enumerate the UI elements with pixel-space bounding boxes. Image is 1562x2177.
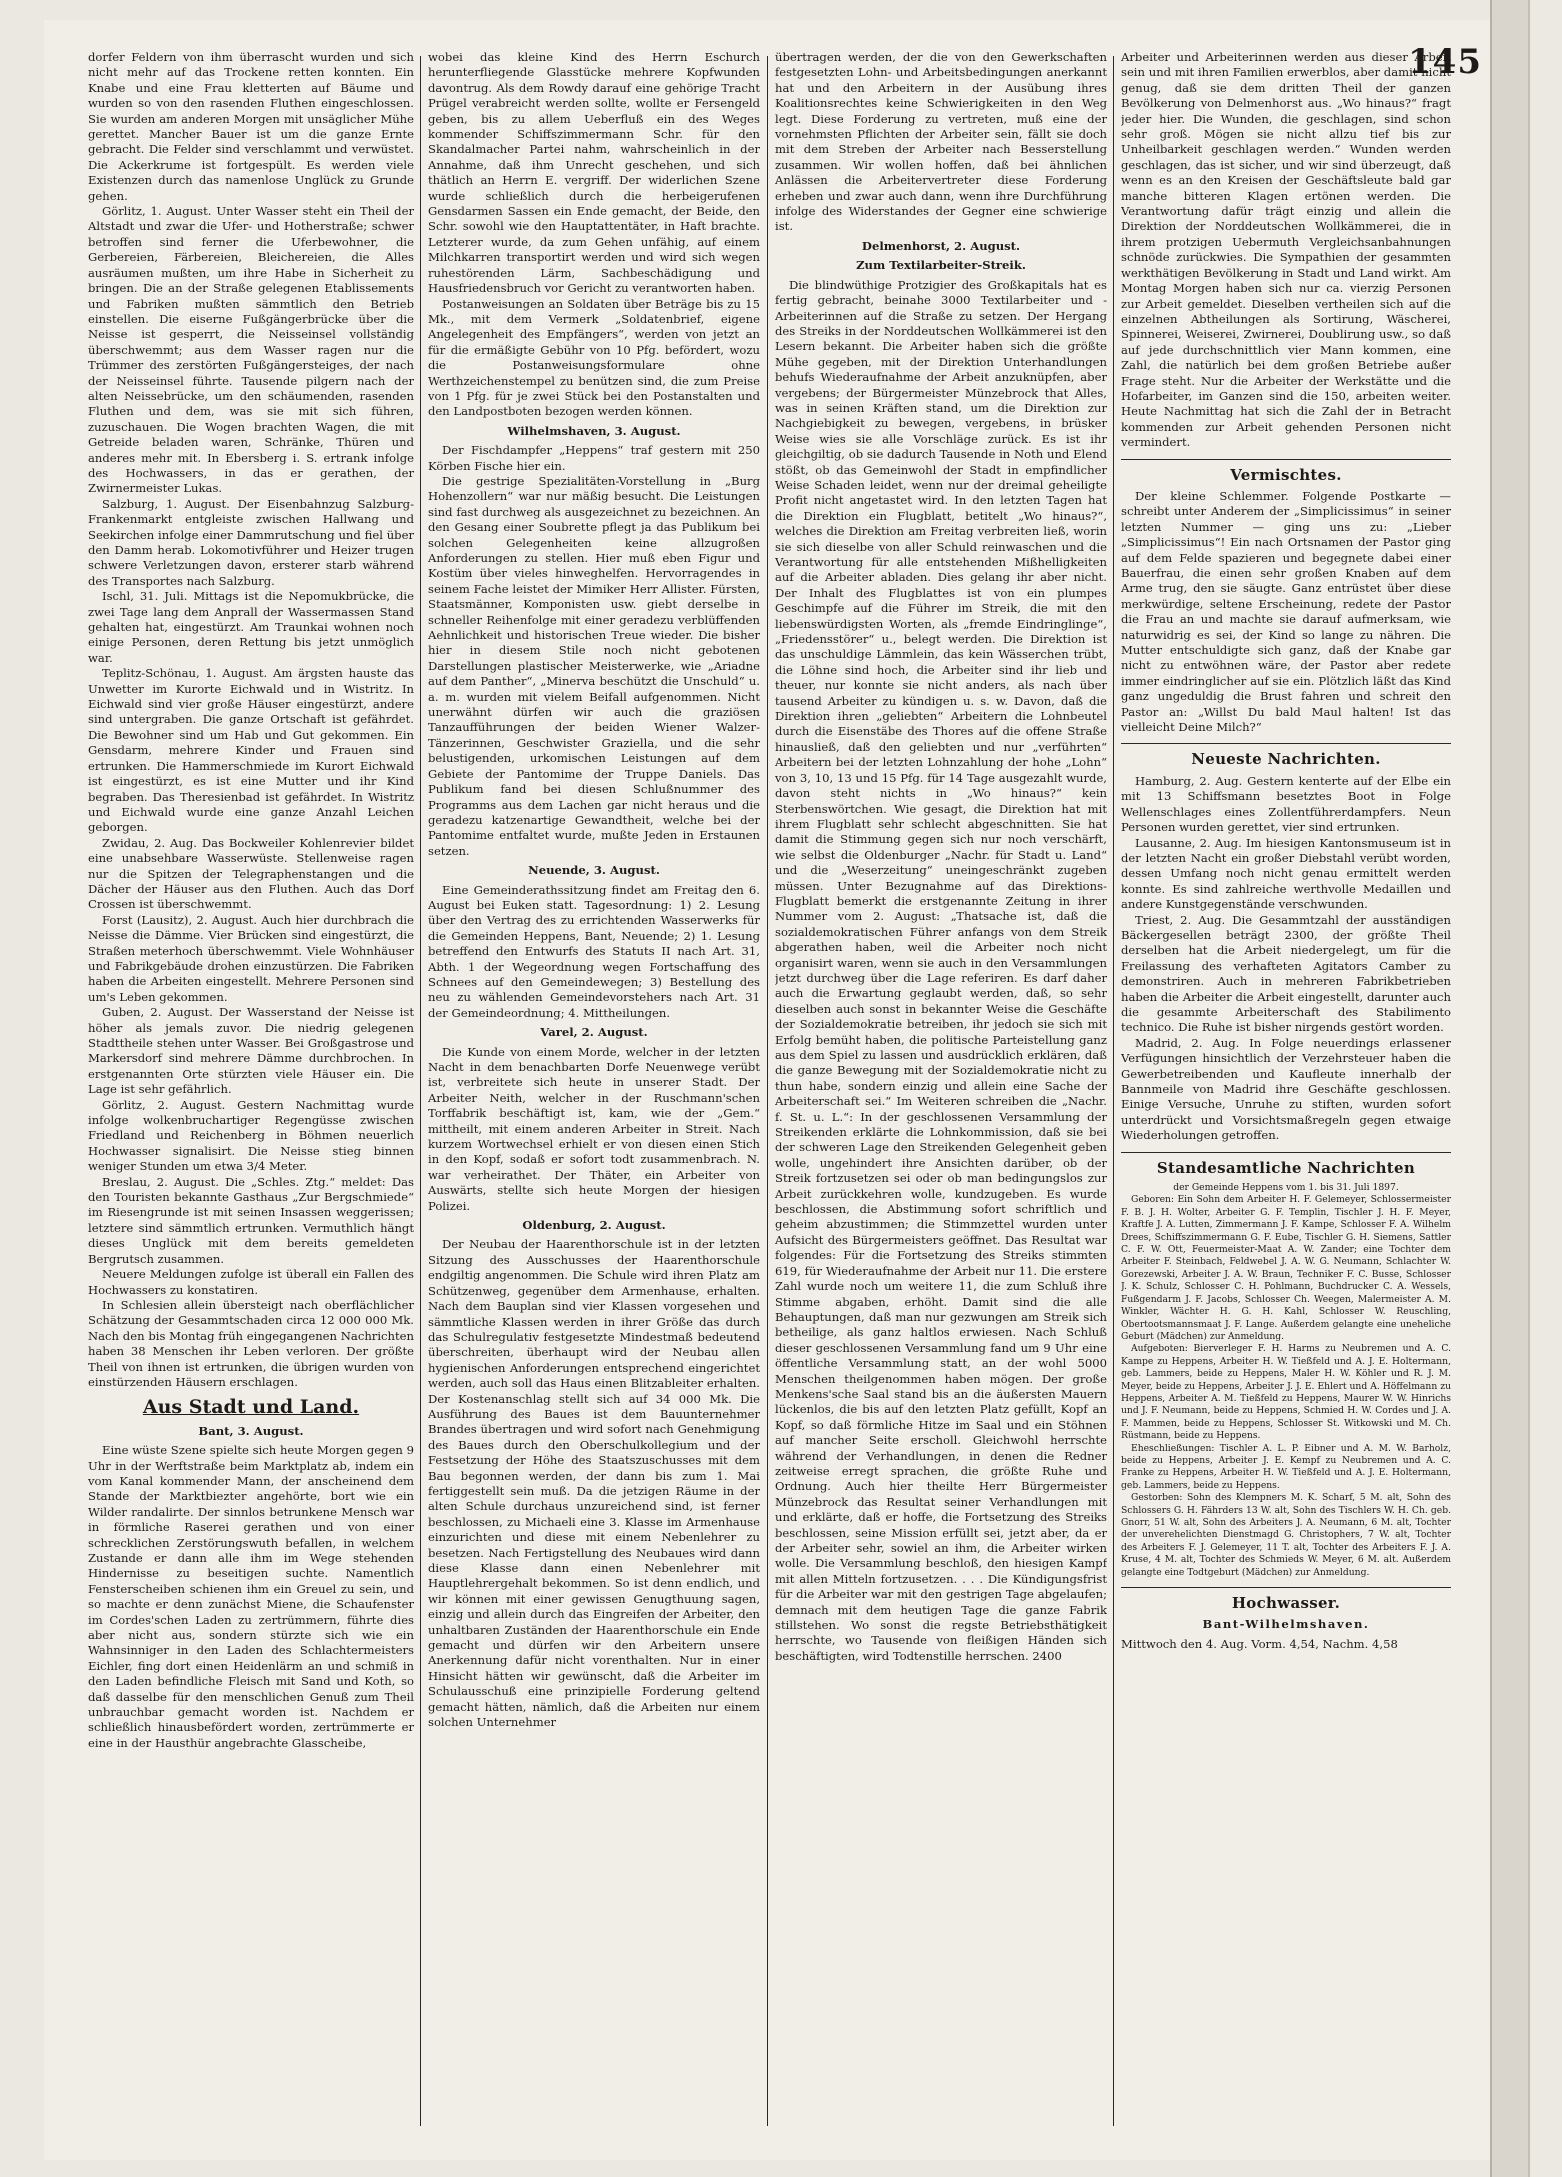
article-text: Neuere Meldungen zufolge ist überall ein Fallen des Hochwassers zu konstatiren.: [88, 1267, 414, 1297]
dateline: Neuende, 3. August.: [528, 863, 660, 878]
article-text: Postanweisungen an Soldaten über Beträge bis zu 15 Mk., mit dem Vermerk „Soldatenbrief, eigene Angelegenheit des Empfängers“, werden von jetzt an für die ermäßigte Gebühr von 10 Pfg. befördert, wozu die Postanweisungsformulare ohne Werthzeichenstempel zu benützen sind, die zum Preise von 1 Pfg. für je zwei Stück bei den Postanstalten und den Landpostboten bezogen werden können.: [428, 296, 760, 419]
tide-location: Bant-Wilhelmshaven.: [1202, 1617, 1370, 1632]
article-text: Teplitz-Schönau, 1. August. Am ärgsten hauste das Unwetter im Kurorte Eichwald und in Wistritz. In Eichwald sind vier große Häuser eingestürzt, andere sind untergraben. Die ganze Ortschaft ist gefährdet. Die Bewohner sind um Hab und Gut gekommen. Ein Gensdarm, mehrere Kinder und Frauen sind ertrunken. Die Hammerschmiede im Kurort Eichwald ist eingestürzt, es ist eine Mutter und ihr Kind begraben. Das Theresienbad ist gefährdet. In Wistritz und Eichwald wurde eine ganze Anzahl Leichen geborgen.: [88, 666, 414, 835]
divider: [1121, 1152, 1451, 1153]
article-text: Madrid, 2. Aug. In Folge neuerdings erlassener Verfügungen hinsichtlich der Verzehrsteuer haben die Gewerbetreibenden und Kaufleute innerhalb der Bannmeile von Madrid ihre Geschäfte geschlossen. Einige Versuche, Unruhe zu stiften, wurden sofort unterdrückt und Vorsichtsmaßregeln gegen etwaige Wiederholungen getroffen.: [1121, 1035, 1451, 1143]
article-text: Arbeiter und Arbeiterinnen werden aus dieser Arbeit sein und mit ihren Familien erwerblos, aber damit nicht genug, daß sie dem dritten Theil der ganzen Bevölkerung von Delmenhorst aus. „Wo hinaus?“ fragt jeder hier. Die Wunden, die geschlagen, sind schon sehr groß. Mögen sie nicht allzu tief bis zur Unheilbarkeit geschlagen werden.“ Wunden werden geschlagen, das ist sicher, und wir sind überzeugt, daß wenn es an den Kreisen der Geschäftsleute bald gar manche bitteren Klagen ertönen werden. Die Verantwortung dafür trägt einzig und allein die Direktion der Norddeutschen Wollkämmerei, die in ihrem protzigen Uebermuth Vergleichsanbahnungen schnöde zurückwies. Die Sympathien der gesammten werkthätigen Bevölkerung in Stadt und Land wirkt. Am Montag Morgen haben sich nur ca. vierzig Personen zur Arbeit gemeldet. Dieselben vertheilen sich auf die einzelnen Abtheilungen als Sortirung, Wäscherei, Spinnerei, Weiserei, Zwirnerei, Doublirung usw., so daß auf jede durchschnittlich vier Mann kommen, eine Zahl, die natürlich bei dem großen Betriebe außer Frage steht. Nur die Arbeiter der Werkstätte und die Hofarbeiter, im Ganzen sind die 150, arbeiten weiter. Heute Nachmittag hat sich die Zahl der in Betracht kommenden zur Arbeit gehenden Personen nicht vermindert.: [1121, 50, 1451, 450]
article-text: Guben, 2. August. Der Wasserstand der Neisse ist höher als jemals zuvor. Die niedrig gelegenen Stadttheile stehen unter Wasser. Bei Großgastrose und Markersdorf sind mehrere Dämme durchbrochen. In erstgenannten Orte stürzten viele Häuser ein. Die Lage ist sehr gefährlich.: [88, 1005, 414, 1097]
article-text: Lausanne, 2. Aug. Im hiesigen Kantonsmuseum ist in der letzten Nacht ein großer Diebstahl verübt worden, dessen Umfang noch nicht genau ermittelt werden konnte. Es sind zahlreiche werthvolle Medaillen und andere Kunstgegenstände verschwunden.: [1121, 835, 1451, 912]
dateline: Delmenhorst, 2. August.: [861, 238, 1021, 253]
column-4: [1121, 50, 1451, 2130]
divider: [1121, 1587, 1451, 1588]
divider: [1121, 743, 1451, 744]
section-heading: Vermischtes.: [1230, 465, 1342, 484]
page-number: 145: [1408, 42, 1482, 82]
dateline: Oldenburg, 2. August.: [522, 1218, 666, 1233]
article-text: Hamburg, 2. Aug. Gestern kenterte auf der Elbe ein mit 13 Schiffsmann besetztes Boot in Folge Wellenschlages eines Zollentführerdampfers. Neun Personen wurden gerettet, vier sind ertrunken.: [1121, 773, 1451, 835]
article-text: Die gestrige Spezialitäten-Vorstellung in „Burg Hohenzollern“ war nur mäßig besucht. Die Leistungen sind fast durchweg als ausgezeichnet zu bezeichnen. An den Gesang einer Soubrette pflegt ja das Publikum bei solchen Gelegenheiten keine allzugroßen Anforderungen zu stellen. Hier muß eben Figur und Kostüm über vieles hinweghelfen. Hervorragendes in seinem Fache leistet der Mimiker Herr Allister. Fürsten, Staatsmänner, Komponisten usw. giebt derselbe in schneller Reihenfolge mit einer geradezu verblüffenden Aehnlichkeit und historischen Treue wieder. Die bisher hier in diesem Stile noch nicht gebotenen Darstellungen plastischer Meisterwerke, wie „Ariadne auf dem Panther“, „Minerva beschützt die Unschuld“ u. a. m. wurden mit vielem Beifall aufgenommen. Nicht unerwähnt dürfen wir auch die graziösen Tanzaufführungen der beiden Wiener Walzer-Tänzerinnen, Geschwister Graziella, und die sehr belustigenden, urkomischen Leistungen auf dem Gebiete der Pantomime der Truppe Daniels. Das Publikum fand bei diesen Schlußnummer des Programms aus dem Lachen gar nicht heraus und die geradezu katzenartige Gewandtheit, welche bei der Pantomime entfaltet wurde, mußte Jeden in Erstaunen setzen.: [428, 473, 760, 858]
article-headline: Zum Textilarbeiter-Streik.: [856, 258, 1026, 273]
article-text: Zwidau, 2. Aug. Das Bockweiler Kohlenrevier bildet eine unabsehbare Wasserwüste. Stellenweise ragen nur die Spitzen der Telegraphenstangen und die Dächer der Häuser aus den Fluthen. Auch das Dorf Crossen ist überschwemmt.: [88, 835, 414, 912]
article-text: dorfer Feldern von ihm überrascht wurden und sich nicht mehr auf das Trockene retten konnten. Ein Knabe und eine Frau kletterten auf Bäume und wurden so von den rasenden Fluthen eingeschlossen. Sie wurden am anderen Morgen mit unsäglicher Mühe gerettet. Mancher Bauer ist um die ganze Ernte gebracht. Die Felder sind verschlammt und verwüstet. Die Ackerkrume ist fortgespült. Es werden viele Existenzen durch das namenlose Unglück zu Grunde gehen.: [88, 50, 414, 203]
column-rule: [1113, 56, 1114, 2126]
article-text: Die blindwüthige Protzigier des Großkapitals hat es fertig gebracht, beinahe 3000 Textilarbeiter und -Arbeiterinnen auf die Straße zu setzen. Der Hergang des Streiks in der Norddeutschen Wollkämmerei ist den Lesern bekannt. Die Arbeiter haben sich die größte Mühe gegeben, mit der Direktion Unterhandlungen behufs Wiederaufnahme der Arbeit anzuknüpfen, aber vergebens; der Bürgermeister Münzebrock that Alles, was in seinen Kräften stand, um die Direktion zur Nachgiebigkeit zu bewegen, vergebens, in brüsker Weise wies sie alle Vorschläge zurück. Es ist ihr gleichgiltig, ob sie dadurch Tausende in Noth und Elend stößt, ob das Gemeinwohl der Stadt in empfindlicher Weise Schaden leidet, wenn nur der dreimal geheiligte Profit nicht angetastet wird. In den letzten Tagen hat die Direktion ein Flugblatt, betitelt „Wo hinaus?“, welches die Direktion am Freitag verbreiten ließ, worin sie sich dieselbe von aller Schuld reinwaschen und die Verantwortung für alle entstehenden Mißhelligkeiten auf die Arbeiter abladen. Dies gelang ihr aber nicht. Der Inhalt des Flugblattes ist von ein plumpes Geschimpfe auf die Führer im Streik, die mit den liebenswürdigsten Worten, als „fremde Eindringlinge“, „Friedensstörer“ u., belegt werden. Die Direktion ist das unschuldige Lämmlein, das kein Wässerchen trübt, die Löhne sind hoch, die Arbeiter sind ihr lieb und theuer, nur konnte sie nicht anders, als nach über tausend Arbeiter zu kündigen u. s. w. Davon, daß die Direktion ihren „geliebten“ Arbeitern die Lohnbeutel durch die Eisenstäbe des Thores auf die offene Straße hinausließ, daß den geliebten und nur „verführten“ Arbeitern bei der letzten Lohnzahlung der hohe „Lohn“ von 3, 10, 13 und 15 Pfg. für 14 Tage ausgezahlt wurde, davon steht nichts in „Wo hinaus?“ kein Sterbenswörtchen. Wie gesagt, die Direktion hat mit ihrem Flugblatt sehr schlecht abgeschnitten. Sie hat damit die Stimmung gegen sich nur noch verschärft, wie selbst die Oldenburger „Nachr. für Stadt u. Land“ und die „Weserzeitung“ uneingeschränkt zugeben müssen. Unter Bezugnahme auf das Direktions-Flugblatt bemerkt die erstgenannte Zeitung in ihrer Nummer vom 2. August: „Thatsache ist, daß die sozialdemokratischen Führer anfangs von dem Streik abgerathen haben, weil die Arbeiter noch nicht organisirt waren, wenn sie auch in den Versammlungen jetzt durchweg über die Lage referiren. Es darf daher auch die Erwartung geglaubt werden, daß, so sehr dieselben auch sonst in bekannter Weise die Geschäfte der Sozialdemokratie betreiben, ihr jedoch sie sich mit Erfolg bemüht haben, die politische Parteistellung ganz aus dem Spiel zu lassen und ausdrücklich erklären, daß die ganze Bewegung mit der Sozialdemokratie nicht zu thun habe, sondern einzig und allein eine Sache der Arbeiterschaft sei.“ Im Weiteren schreiben die „Nachr. f. St. u. L.“: In der geschlossenen Versammlung der Streikenden erklärte die Lohnkommission, daß sie bei der schweren Lage den Streikenden Gelegenheit geben wolle, ungehindert ihre Ansichten darüber, ob der Streik fortzusetzen sei oder ob man bedingungslos zur Arbeit zurückkehren wolle, kundzugeben. Es wurde beschlossen, die Abstimmung sofort schriftlich und geheim abzustimmen; die Stimmzettel wurden unter Aufsicht des Bürgermeisters geöffnet. Das Resultat war folgendes: Für die Fortsetzung des Streiks stimmten 619, für Wiederaufnahme der Arbeit nur 11. Die erstere Zahl wurde noch um weitere 11, die zum Schluß ihre Stimme abgaben, erhöht. Damit sind die alle Behauptungen, daß man nur gezwungen am Streik sich betheilige, als ganz haltlos erwiesen. Nach Schluß dieser geschlossenen Versammlung fand um 9 Uhr eine öffentliche Versammlung statt, an der wohl 5000 Menschen theilgenommen haben mögen. Der große Menkens'sche Saal stand bis an die äußersten Mauern lückenlos, die bis auf den letzten Platz gefüllt, Kopf an Kopf, so daß förmliche Hitze im Saal und ein Stöhnen auf mancher Seite erscholl. Gleichwohl herrschte während der Verhandlungen, in denen die Redner zeitweise erregt sprachen, die größte Ruhe und Ordnung. Auch hier theilte Herr Bürgermeister Münzebrock das Resultat seiner Verhandlungen mit und erklärte, daß er hoffe, die Fortsetzung des Streiks beschlossen, seine Mission erfüllt sei, jetzt aber, da er der Arbeiter sehr, sowiel an ihm, die Arbeiter wirken wolle. Die Versammlung beschloß, den hiesigen Kampf mit allen Mitteln fortzusetzen. . . . Die Kündigungsfrist für die Arbeiter war mit den gestrigen Tage abgelaufen; demnach mit dem heutigen Tage die ganze Fabrik stillstehen. Wo sonst die regste Betriebsthätigkeit herrschte, wo Tausende von fleißigen Händen sich beschäftigten, wird Todtenstille herrschen. 2400: [775, 277, 1107, 1663]
article-text: Die Kunde von einem Morde, welcher in der letzten Nacht in dem benachbarten Dorfe Neuenwege verübt ist, verbreitete sich heute in unserer Stadt. Der Arbeiter Neith, welcher in der Ruschmann'schen Torffabrik beschäftigt ist, kam, wie der „Gem.“ mittheilt, mit einem anderen Arbeiter in Streit. Nach kurzem Wortwechsel erhielt er von diesen einen Stich in den Kopf, sodaß er sofort todt zusammenbrach. N. war verheirathet. Der Thäter, ein Arbeiter von Auswärts, stellte sich heute Morgen der hiesigen Polizei.: [428, 1044, 760, 1213]
article-text: Der kleine Schlemmer. Folgende Postkarte — schreibt unter Anderem der „Simplicissimus“ in seiner letzten Nummer — ging uns zu: „Lieber „Simplicissimus“! Ein nach Ortsnamen der Pastor ging auf dem Felde spazieren und begegnete dabei einer Bauerfrau, die einen sehr großen Knaben auf dem Arme trug, den sie säugte. Ganz entrüstet über diese merkwürdige, seltene Erscheinung, redete der Pastor die Frau an und machte sie darauf aufmerksam, wie naturwidrig es sei, der Kind so lange zu nähren. Die Mutter entschuldigte sich ganz, daß der Knabe gar nicht zu entwöhnen wäre, der Pastor aber redete immer eindringlicher auf sie ein. Plötzlich läßt das Kind ganz ungeduldig die Brust fahren und schreit den Pastor an: „Willst Du bald Maul halten! Ist das vielleicht Deine Milch?“: [1121, 488, 1451, 735]
column-rule: [767, 56, 768, 2126]
divider: [1121, 459, 1451, 460]
column-3: [775, 50, 1107, 2130]
section-heading: Aus Stadt und Land.: [142, 1396, 360, 1419]
section-heading: Standesamtliche Nachrichten: [1156, 1158, 1416, 1177]
section-heading: Hochwasser.: [1231, 1594, 1341, 1613]
column-2: [428, 50, 760, 2130]
article-text: Görlitz, 1. August. Unter Wasser steht ein Theil der Altstadt und zwar die Ufer- und Hotherstraße; schwer betroffen sind ferner die Uferbewohner, die Gerbereien, Färbereien, Bleichereien, die Alles ausräumen mußten, um ihre Habe in Sicherheit zu bringen. Die an der Straße gelegenen Etablissements und Fabriken mußten sämmtlich den Betrieb einstellen. Die eiserne Fußgängerbrücke über die Neisse ist gesperrt, die Neisseinsel vollständig überschwemmt; aus dem Wasser ragen nur die Trümmer des zerstörten Fußgängersteiges, der nach der Neisseinsel führte. Tausende pilgern nach der alten Neissebrücke, um den schäumenden, rasenden Fluthen und dem, was sie mit sich führen, zuzuschauen. Die Wogen brachten Wagen, die mit Getreide beladen waren, Schränke, Thüren und anderes mehr mit. In Ebersberg i. S. ertrank infolge des Hochwassers, in das er gerathen, der Zwirnermeister Lukas.: [88, 204, 414, 496]
page-edge-outer: [1528, 0, 1562, 2177]
registry-deaths: Gestorben: Sohn des Klempners M. K. Scharf, 5 M. alt, Sohn des Schlossers G. H. Fährders 13 W. alt, Sohn des Tischlers W. H. Ch. geb. Gnorr, 51 W. alt, Sohn des Arbeiters J. A. Neumann, 6 M. alt, Tochter der unverehelichten Dienstmagd G. Christophers, 7 W. alt, Tochter des Arbeiters F. J. Gelemeyer, 11 T. alt, Tochter des Arbeiters F. J. A. Kruse, 4 M. alt, Tochter des Schmieds W. Meyer, 6 M. alt. Außerdem gelangte eine Todtgeburt (Mädchen) zur Anmeldung.: [1121, 1492, 1451, 1578]
registry-banns: Aufgeboten: Bierverleger F. H. Harms zu Neubremen und A. C. Kampe zu Heppens, Arbeiter H. W. Tießfeld und A. J. E. Holtermann, geb. Lammers, beide zu Heppens, Maler H. W. Köhler und R. J. M. Meyer, beide zu Heppens, Arbeiter J. J. E. Ehlert und A. Höffelmann zu Heppens, Arbeiter A. M. Tießfeld zu Heppens, Maurer W. W. Hinrichs und J. F. Neumann, beide zu Heppens, Schmied H. W. Cordes und J. A. F. Mammen, beide zu Heppens, Schlosser St. Witkowski und M. Ch. Rüstmann, beide zu Heppens.: [1121, 1343, 1451, 1442]
article-text: übertragen werden, der die von den Gewerkschaften festgesetzten Lohn- und Arbeitsbedingungen anerkannt hat und den Arbeitern in der Ausübung ihres Koalitionsrechtes keine Schwierigkeiten in den Weg legt. Diese Forderung zu vertreten, muß eine der vornehmsten Pflichten der Arbeiter sein, fällt sie doch mit dem Streben der Arbeiter nach Besserstellung zusammen. Wir wollen hoffen, daß bei ähnlichen Anlässen die Arbeitervertreter diese Forderung erheben und zwar auch dann, wenn ihre Durchführung infolge des Widerstandes der Gegner eine schwierige ist.: [775, 50, 1107, 234]
registry-births: Geboren: Ein Sohn dem Arbeiter H. F. Gelemeyer, Schlossermeister F. B. J. H. Wolter, Arbeiter G. F. Templin, Tischler J. H. F. Meyer, Kraftfe J. A. Lutten, Zimmermann J. F. Kampe, Schlosser F. A. Wilhelm Drees, Schiffszimmermann G. F. Eube, Tischler G. H. Siemens, Sattler C. F. W. Ott, Feuermeister-Maat A. W. Zander; eine Tochter dem Arbeiter F. Steinbach, Feldwebel J. A. W. G. Neumann, Schlachter W. Gorezewski, Arbeiter J. A. W. Braun, Techniker F. C. Busse, Schlosser J. K. Schulz, Schlosser C. H. Pohlmann, Buchdrucker C. A. Wessels, Fußgendarm J. F. Jacobs, Schlosser Ch. Weegen, Malermeister A. M. Winkler, Wächter H. G. H. Kahl, Schlosser W. Reuschling, Obertootsmannsmaat J. F. Lange. Außerdem gelangte eine uneheliche Geburt (Mädchen) zur Anmeldung.: [1121, 1194, 1451, 1342]
article-text: In Schlesien allein übersteigt nach oberflächlicher Schätzung der Gesammtschaden circa 12 000 000 Mk. Nach den bis Montag früh eingegangenen Nachrichten haben 38 Menschen ihr Leben verloren. Der größte Theil von ihnen ist ertrunken, die übrigen wurden von einstürzenden Häusern erschlagen.: [88, 1297, 414, 1389]
article-text: Der Neubau der Haarenthorschule ist in der letzten Sitzung des Ausschusses der Haarenthorschule endgiltig angenommen. Die Schule wird ihren Platz am Schützenweg, gegenüber dem Armenhause, erhalten. Nach dem Bauplan sind vier Klassen vorgesehen und sämmtliche Klassen werden in ihrer Größe das durch das Schulregulativ festgesetzte Mindestmaß bedeutend überschreiten, überhaupt wird der Neubau allen hygienischen Anforderungen entsprechend eingerichtet werden, auch soll das Haus einen Blitzableiter erhalten. Der Kostenanschlag stellt sich auf 34 000 Mk. Die Ausführung des Baues ist dem Bauunternehmer Brandes übertragen und wird sofort nach Genehmigung des Baues durch den Oberschulkollegium und der Festsetzung der Höhe des Staatszuschusses mit dem Bau begonnen werden, der dann bis zum 1. Mai fertiggestellt sein muß. Da die jetzigen Räume in der alten Schule durchaus unzureichend sind, ist ferner beschlossen, zu Michaeli eine 3. Klasse im Armenhause einzurichten und diese mit einem Nebenlehrer zu besetzen. Nach Fertigstellung des Neubaues wird dann diese Klasse dann einen Nebenlehrer mit Hauptlehrergehalt bekommen. So ist denn endlich, und wir können mit einer gewissen Genugthuung sagen, einzig und allein durch das Eingreifen der Arbeiter, den unhaltbaren Zuständen der Haarenthorschule ein Ende gemacht und dürfen wir den Arbeitern unsere Anerkennung dafür nicht vorenthalten. Nur in einer Hinsicht hätten wir gewünscht, daß die Arbeiter im Schulausschuß eine prinzipielle Forderung geltend gemacht hätten, nämlich, daß die Arbeiten nur einem solchen Unternehmer: [428, 1237, 760, 1730]
registry-marriages: Eheschließungen: Tischler A. L. P. Eibner und A. M. W. Barholz, beide zu Heppens, Arbeiter J. E. Kempf zu Neubremen und A. C. Franke zu Heppens, Arbeiter H. W. Tießfeld und A. J. E. Holtermann, geb. Lammers, beide zu Heppens.: [1121, 1442, 1451, 1491]
article-text: Eine wüste Szene spielte sich heute Morgen gegen 9 Uhr in der Werftstraße beim Marktplatz ab, indem ein vom Kanal kommender Mann, der anscheinend dem Stande der Marktbiezter angehörte, bort wie ein Wilder randalirte. Der sinnlos betrunkene Mensch war in förmliche Raserei gerathen und von einer schrecklichen Zerstörungswuth befallen, in welchem Zustande er dann alle ihm im Wege stehenden Hindernisse zu beseitigen suchte. Namentlich Fensterscheiben schienen ihm ein Greuel zu sein, und so machte er denn zunächst Miene, die Schaufenster im Cordes'schen Laden zu zertrümmern, führte dies aber nicht aus, sondern stürzte sich wie ein Wahnsinniger in den Laden des Schlachtermeisters Eichler, fing dort einen Heidenlärm an und schmiß in den Laden befindliche Fleisch mit Sand und Koth, so daß dasselbe für den menschlichen Genuß zum Theil unbrauchbar gemacht worden ist. Nachdem er schließlich hinausbefördert worden, zertrümmerte er eine in der Hausthür angebrachte Glasscheibe,: [88, 1443, 414, 1750]
article-text: Eine Gemeinderathssitzung findet am Freitag den 6. August bei Euken statt. Tagesordnung: 1) 2. Lesung über den Vertrag des zu errichtenden Wasserwerks für die Gemeinden Heppens, Bant, Neuende; 2) 1. Lesung betreffend den Entwurfs des Statuts II nach Art. 31, Abth. 1 der Wegeordnung wegen Fortschaffung des Schnees auf den Gemeindewegen; 3) Bestellung des neu zu wählenden Gemeindevorstehers nach Art. 31 der Gemeindeordnung; 4. Mittheilungen.: [428, 882, 760, 1020]
section-heading: Neueste Nachrichten.: [1191, 750, 1381, 769]
article-text: wobei das kleine Kind des Herrn Eschurch herunterfliegende Glasstücke mehrere Kopfwunden davontrug. Als dem Rowdy darauf eine gehörige Tracht Prügel verabreicht werden sollte, wollte er Fersengeld geben, bis zu allem Ueberfluß ein des Weges kommender Schiffszimmermann Schr. für den Skandalmacher Partei nahm, wahrscheinlich in der Annahme, daß ihm Unrecht geschehen, und sich thätlich an Herrn E. vergriff. Der widerlichen Szene wurde schließlich durch die herbeigerufenen Gensdarmen Sassen ein Ende gemacht, der Beide, den Schr. sowohl wie den Hauptattentäter, in Haft brachte. Letzterer wurde, da zum Gehen unfähig, auf einem Milchkarren transportirt werden und wird sich wegen ruhestörenden Lärm, Sachbeschädigung und Hausfriedensbruch vor Gericht zu verantworten haben.: [428, 50, 760, 296]
article-text: Forst (Lausitz), 2. August. Auch hier durchbrach die Neisse die Dämme. Vier Brücken sind eingestürzt, die Straßen meterhoch überschwemmt. Viele Wohnhäuser und Fabrikgebäude drohen einzustürzen. Die Fabriken haben die Arbeiten eingestellt. Mehrere Personen sind um's Leben gekommen.: [88, 912, 414, 1004]
article-text: Breslau, 2. August. Die „Schles. Ztg.“ meldet: Das den Touristen bekannte Gasthaus „Zur Bergschmiede“ im Riesengrunde ist mit seinen Insassen weggerissen; letztere sind sämmtlich ertrunken. Vermuthlich hängt dieses Unglück mit dem bereits gemeldeten Bergrutsch zusammen.: [88, 1174, 414, 1266]
dateline: Bant, 3. August.: [198, 1423, 304, 1438]
article-text: Triest, 2. Aug. Die Gesammtzahl der ausständigen Bäckergesellen beträgt 2300, der größte Theil derselben hat die Arbeit niedergelegt, um für die Freilassung des verhafteten Agitators Camber zu demonstriren. Auch in mehreren Fabrikbetrieben haben die Arbeiter die Arbeit eingestellt, darunter auch die gesammte Arbeiterschaft des Stabilimento technico. Die Ruhe ist bisher nirgends gestört worden.: [1121, 912, 1451, 1035]
dateline: Varel, 2. August.: [540, 1025, 648, 1040]
article-text: Der Fischdampfer „Heppens“ traf gestern mit 250 Körben Fische hier ein.: [428, 443, 760, 473]
page-edge: [1490, 0, 1528, 2177]
article-text: Salzburg, 1. August. Der Eisenbahnzug Salzburg-Frankenmarkt entgleiste zwischen Hallwang und Seekirchen infolge einer Dammrutschung und fiel über den Damm herab. Lokomotivführer und Heizer trugen schwere Verletzungen davon, ersterer starb während des Transportes nach Salzburg.: [88, 496, 414, 588]
column-rule: [420, 56, 421, 2126]
column-1: [88, 50, 414, 2130]
dateline: Wilhelmshaven, 3. August.: [507, 423, 681, 438]
article-text: Ischl, 31. Juli. Mittags ist die Nepomukbrücke, die zwei Tage lang dem Anprall der Wassermassen Stand gehalten hat, eingestürzt. Am Traunkai wohnen noch einige Personen, deren Rettung bis jetzt unmöglich war.: [88, 589, 414, 665]
registry-intro: der Gemeinde Heppens vom 1. bis 31. Juli 1897.: [1173, 1182, 1399, 1194]
article-text: Görlitz, 2. August. Gestern Nachmittag wurde infolge wolkenbruchartiger Regengüsse zwischen Friedland und Reichenberg in Böhmen neuerlich Hochwasser signalisirt. Die Neisse stieg binnen weniger Stunden um etwa 3/4 Meter.: [88, 1097, 414, 1174]
tide-times: Mittwoch den 4. Aug. Vorm. 4,54, Nachm. 4,58: [1121, 1636, 1398, 1651]
